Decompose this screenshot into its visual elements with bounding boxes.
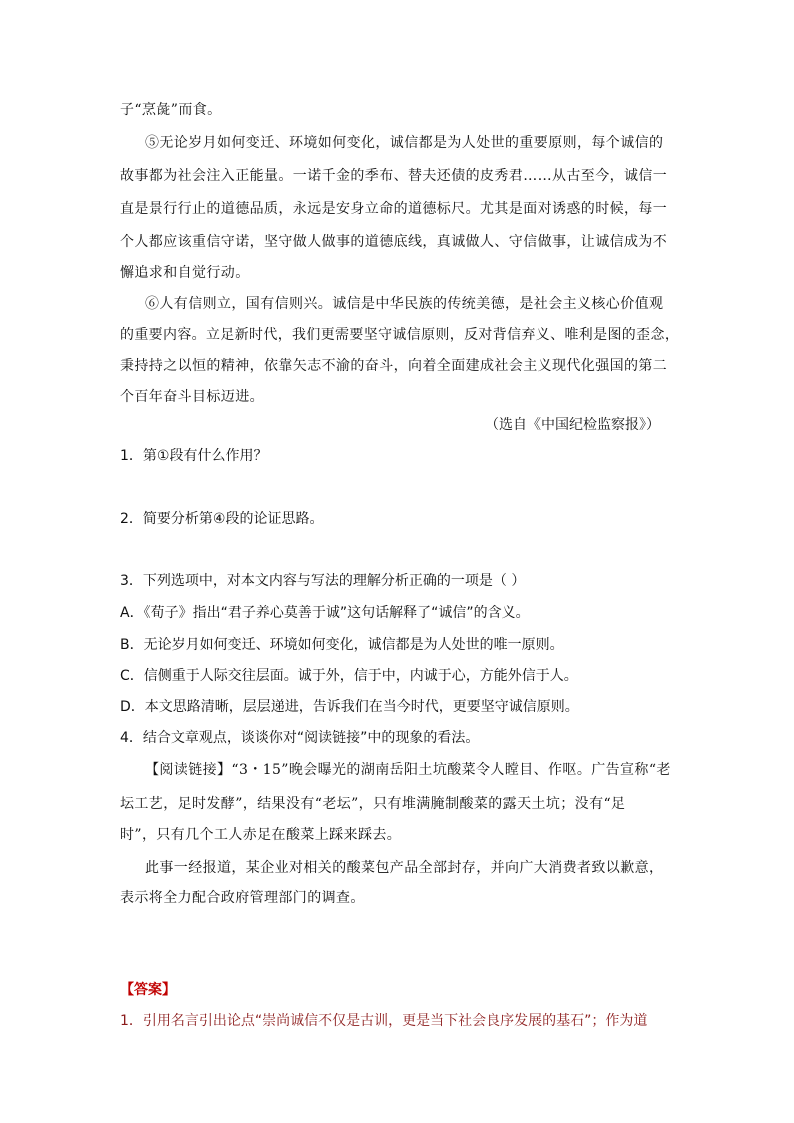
question-3-option-c: C．信侧重于人际交往层面。诚于外，信于中，内诚于心，方能外信于人。 [120,668,578,684]
question-3-option-d: D．本文思路清晰，层层递进，告诉我们在当今时代，更要坚守诚信原则。 [120,699,579,715]
paragraph-5-line-2: 故事都为社会注入正能量。一诺千金的季布、替夫还债的皮秀君……从古至今，诚信一 [120,168,668,184]
paragraph-6-line-4: 个百年奋斗目标迈进。 [120,389,264,405]
reading-link-p2-line-2: 表示将全力配合政府管理部门的调查。 [120,890,365,906]
paragraph-5-line-3: 直是景行行止的道德品质，永远是安身立命的道德标尺。尤其是面对诱惑的时候，每一 [120,201,668,217]
paragraph-4-tail: 子“烹彘”而食。 [120,102,222,118]
paragraph-5-line-1: ⑤无论岁月如何变迁、环境如何变化，诚信都是为人处世的重要原则，每个诚信的 [145,135,664,151]
paragraph-6-line-2: 的重要内容。立足新时代，我们更需要坚守诚信原则，反对背信弃义、唯利是图的歪念， [120,327,680,343]
reading-link-p2-line-1: 此事一经报道，某企业对相关的酸菜包产品全部封存，并向广大消费者致以歉意， [145,860,664,876]
reading-link-line-1: 【阅读链接】“3・15”晚会曝光的湖南岳阳土坑酸菜令人瞠目、作呕。广告宣称“老 [145,762,671,778]
article-source: （选自《中国纪检监察报》） [485,417,660,433]
paragraph-6-line-3: 秉持持之以恒的精神，依靠矢志不渝的奋斗，向着全面建成社会主义现代化强国的第二 [120,358,668,374]
question-2: 2．简要分析第④段的论证思路。 [120,511,324,527]
question-3-option-a: A．《荀子》指出“君子养心莫善于诚”这句话解释了“诚信”的含义。 [120,605,530,621]
paragraph-5-line-5: 懈追求和自觉行动。 [120,265,250,281]
question-4: 4．结合文章观点，谈谈你对“阅读链接”中的现象的看法。 [120,730,480,746]
paragraph-6-line-1: ⑥人有信则立，国有信则兴。诚信是中华民族的传统美德，是社会主义核心价值观 [145,296,664,312]
paragraph-5-line-4: 个人都应该重信守诺，坚守做人做事的道德底线，真诚做人、守信做事，让诚信成为不 [120,234,668,250]
reading-link-line-2: 坛工艺，足时发酵”，结果没有“老坛”，只有堆满腌制酸菜的露天土坑；没有“足 [120,796,626,812]
question-3: 3．下列选项中，对本文内容与写法的理解分析正确的一项是（ ） [120,573,526,589]
reading-link-line-3: 时”，只有几个工人赤足在酸菜上踩来踩去。 [120,827,402,843]
question-1: 1．第①段有什么作用？ [120,448,268,464]
answer-heading: 【答案】 [120,982,176,998]
answer-1: 1．引用名言引出论点“崇尚诚信不仅是古训，更是当下社会良序发展的基石”；作为道 [120,1013,648,1029]
question-3-option-b: B．无论岁月如何变迁、环境如何变化，诚信都是为人处世的唯一原则。 [120,637,564,653]
